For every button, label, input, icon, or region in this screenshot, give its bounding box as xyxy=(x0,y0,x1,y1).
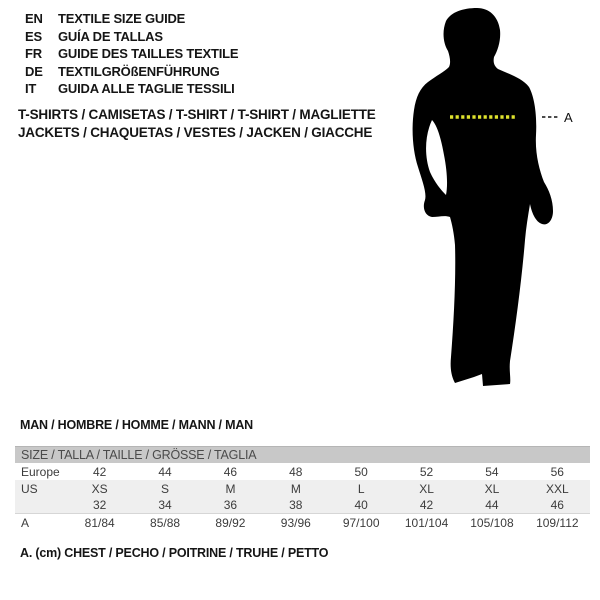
language-label-en: TEXTILE SIZE GUIDE xyxy=(58,11,186,27)
row-label-us: US xyxy=(21,481,38,496)
product-line-tshirts: T-SHIRTS / CAMISETAS / T-SHIRT / T-SHIRT / MAGLIETTE xyxy=(18,107,376,122)
language-label-fr: GUIDE DES TAILLES TEXTILE xyxy=(58,46,239,62)
language-row-en xyxy=(25,10,238,28)
language-row-it xyxy=(25,80,238,98)
language-label-it: GUIDA ALLE TAGLIE TESSILI xyxy=(58,81,235,97)
product-categories xyxy=(18,106,376,141)
product-line-jackets: JACKETS / CHAQUETAS / VESTES / JACKEN / GIACCHE xyxy=(18,124,373,140)
man-silhouette-figure xyxy=(405,5,585,395)
size-cell: 44 xyxy=(158,464,172,479)
size-cell: M xyxy=(290,481,301,496)
size-cell: 38 xyxy=(289,498,303,512)
language-row-fr xyxy=(25,45,238,63)
size-cell: 46 xyxy=(223,464,238,479)
size-cell: M xyxy=(225,481,236,496)
language-code-de: DE xyxy=(25,63,43,79)
size-cell: 42 xyxy=(419,498,434,512)
table-row-us xyxy=(15,480,590,497)
size-cell: XL xyxy=(419,481,434,496)
size-cell: 34 xyxy=(158,498,172,512)
language-row-es xyxy=(25,28,238,46)
size-cell: 97/100 xyxy=(342,515,380,530)
size-cell: 42 xyxy=(93,464,107,479)
man-silhouette-shape xyxy=(413,8,553,386)
size-table-header: SIZE / TALLA / TAILLE / GRÖSSE / TAGLIA xyxy=(15,446,590,463)
section-title-man: MAN / HOMBRE / HOMME / MANN / MAN xyxy=(20,418,253,432)
size-cell: 105/108 xyxy=(470,515,514,530)
table-row-europe xyxy=(15,463,590,480)
size-cell: 40 xyxy=(354,498,368,512)
language-code-fr: FR xyxy=(25,46,42,62)
row-label-europe: Europe xyxy=(21,464,60,479)
measure-label-a: A xyxy=(564,110,573,125)
size-cell: 56 xyxy=(550,464,564,479)
size-cell: 101/104 xyxy=(404,515,449,530)
row-label-a: A xyxy=(21,515,30,530)
size-cell: 85/88 xyxy=(150,515,181,530)
size-cell: S xyxy=(161,481,170,496)
size-cell: 54 xyxy=(485,464,499,479)
table-row-chest-a xyxy=(15,514,590,531)
size-cell: XS xyxy=(91,481,108,496)
size-cell: 89/92 xyxy=(215,515,246,530)
size-cell: 93/96 xyxy=(280,515,311,530)
size-cell: 50 xyxy=(354,464,368,479)
chest-footnote: A. (cm) CHEST / PECHO / POITRINE / TRUHE / PETTO xyxy=(20,546,329,560)
language-row-de xyxy=(25,63,238,81)
language-code-it: IT xyxy=(25,81,37,97)
size-cell: 36 xyxy=(223,498,238,512)
language-label-es: GUÍA DE TALLAS xyxy=(58,28,163,44)
size-cell: XXL xyxy=(545,481,569,496)
language-label-de: TEXTILGRÖßENFÜHRUNG xyxy=(58,63,220,79)
size-cell: XL xyxy=(484,481,500,496)
size-cell: 32 xyxy=(93,498,107,512)
language-code-es: ES xyxy=(25,28,42,44)
language-list xyxy=(25,10,238,98)
size-cell: L xyxy=(357,481,365,496)
size-cell: 48 xyxy=(289,464,303,479)
size-cell: 44 xyxy=(485,498,499,512)
size-cell: 81/84 xyxy=(84,515,115,530)
size-cell: 52 xyxy=(419,464,434,479)
size-cell: 109/112 xyxy=(536,515,579,530)
language-code-en: EN xyxy=(25,11,43,27)
table-row-us-numeric xyxy=(15,497,590,514)
size-cell: 46 xyxy=(550,498,564,512)
size-table xyxy=(15,446,590,531)
